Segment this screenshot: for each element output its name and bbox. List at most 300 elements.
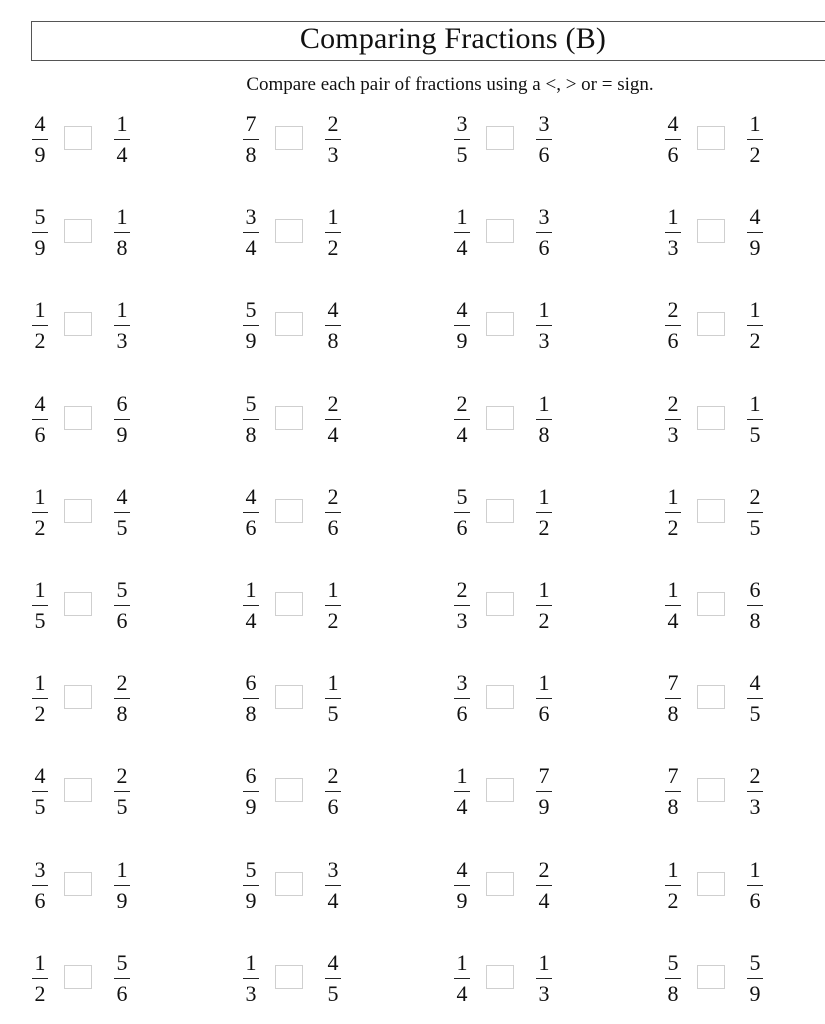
answer-box[interactable] <box>697 778 725 802</box>
answer-box[interactable] <box>64 406 92 430</box>
numerator: 3 <box>245 204 257 229</box>
right-fraction <box>111 296 133 355</box>
numerator: 2 <box>749 484 761 509</box>
denominator: 8 <box>245 142 257 167</box>
numerator: 1 <box>116 204 128 229</box>
left-fraction <box>240 390 262 449</box>
numerator: 4 <box>245 484 257 509</box>
fraction-bar <box>32 605 48 606</box>
numerator: 4 <box>116 484 128 509</box>
denominator: 6 <box>667 328 679 353</box>
right-fraction <box>533 203 555 262</box>
denominator: 9 <box>34 235 46 260</box>
fraction-bar <box>454 232 470 233</box>
answer-box[interactable] <box>64 778 92 802</box>
left-fraction <box>662 949 684 1008</box>
numerator: 1 <box>667 204 679 229</box>
numerator: 3 <box>456 111 468 136</box>
numerator: 1 <box>667 577 679 602</box>
right-fraction <box>322 576 344 635</box>
denominator: 5 <box>456 142 468 167</box>
numerator: 1 <box>538 391 550 416</box>
denominator: 3 <box>327 142 339 167</box>
numerator: 7 <box>667 763 679 788</box>
right-fraction <box>744 762 766 821</box>
comparison-problem <box>240 390 370 452</box>
numerator: 1 <box>116 857 128 882</box>
denominator: 6 <box>116 608 128 633</box>
left-fraction <box>29 203 51 262</box>
denominator: 4 <box>456 235 468 260</box>
right-fraction <box>322 483 344 542</box>
fraction-bar <box>114 885 130 886</box>
numerator: 2 <box>538 857 550 882</box>
numerator: 5 <box>456 484 468 509</box>
numerator: 4 <box>327 297 339 322</box>
right-fraction <box>533 949 555 1008</box>
comparison-problem <box>451 390 581 452</box>
comparison-problem <box>29 203 159 265</box>
right-fraction <box>744 669 766 728</box>
comparison-problem <box>662 576 792 638</box>
left-fraction <box>240 762 262 821</box>
instructions-text: Compare each pair of fractions using a <, > or = sign. <box>246 74 654 95</box>
numerator: 2 <box>116 763 128 788</box>
fraction-bar <box>454 978 470 979</box>
fraction-bar <box>243 885 259 886</box>
right-fraction <box>322 669 344 728</box>
comparison-problem <box>662 110 792 172</box>
fraction-bar <box>747 605 763 606</box>
right-fraction <box>111 949 133 1008</box>
fraction-bar <box>536 232 552 233</box>
left-fraction <box>240 669 262 728</box>
denominator: 8 <box>116 701 128 726</box>
denominator: 4 <box>456 981 468 1006</box>
right-fraction <box>744 483 766 542</box>
fraction-bar <box>747 698 763 699</box>
numerator: 4 <box>456 297 468 322</box>
left-fraction <box>29 762 51 821</box>
left-fraction <box>29 483 51 542</box>
right-fraction <box>322 110 344 169</box>
numerator: 1 <box>34 670 46 695</box>
numerator: 7 <box>245 111 257 136</box>
right-fraction <box>111 110 133 169</box>
numerator: 5 <box>667 950 679 975</box>
denominator: 8 <box>749 608 761 633</box>
fraction-bar <box>243 512 259 513</box>
answer-box[interactable] <box>275 872 303 896</box>
denominator: 5 <box>327 981 339 1006</box>
fraction-bar <box>325 419 341 420</box>
comparison-problem <box>451 856 581 918</box>
denominator: 2 <box>749 142 761 167</box>
fraction-bar <box>325 325 341 326</box>
answer-box[interactable] <box>486 406 514 430</box>
answer-box[interactable] <box>275 778 303 802</box>
denominator: 6 <box>456 515 468 540</box>
left-fraction <box>451 296 473 355</box>
answer-box[interactable] <box>64 685 92 709</box>
left-fraction <box>29 856 51 915</box>
fraction-bar <box>454 139 470 140</box>
numerator: 1 <box>667 857 679 882</box>
comparison-problem <box>29 483 159 545</box>
fraction-bar <box>114 512 130 513</box>
denominator: 8 <box>667 701 679 726</box>
numerator: 1 <box>34 297 46 322</box>
fraction-bar <box>325 885 341 886</box>
answer-box[interactable] <box>275 406 303 430</box>
numerator: 1 <box>34 577 46 602</box>
answer-box[interactable] <box>64 312 92 336</box>
comparison-problem <box>240 856 370 918</box>
fraction-bar <box>536 978 552 979</box>
answer-box[interactable] <box>697 592 725 616</box>
numerator: 2 <box>327 391 339 416</box>
numerator: 1 <box>749 297 761 322</box>
answer-box[interactable] <box>64 592 92 616</box>
denominator: 9 <box>245 794 257 819</box>
numerator: 1 <box>538 297 550 322</box>
fraction-bar <box>325 698 341 699</box>
fraction-bar <box>325 978 341 979</box>
right-fraction <box>111 390 133 449</box>
fraction-bar <box>114 791 130 792</box>
answer-box[interactable] <box>275 499 303 523</box>
comparison-problem <box>662 669 792 731</box>
comparison-problem <box>451 762 581 824</box>
numerator: 4 <box>34 391 46 416</box>
answer-box[interactable] <box>64 965 92 989</box>
denominator: 3 <box>538 981 550 1006</box>
numerator: 1 <box>116 111 128 136</box>
numerator: 2 <box>327 111 339 136</box>
comparison-problem <box>240 203 370 265</box>
numerator: 2 <box>749 763 761 788</box>
denominator: 6 <box>34 422 46 447</box>
left-fraction <box>451 110 473 169</box>
right-fraction <box>533 110 555 169</box>
denominator: 4 <box>327 422 339 447</box>
denominator: 3 <box>538 328 550 353</box>
fraction-bar <box>536 791 552 792</box>
fraction-bar <box>536 605 552 606</box>
right-fraction <box>744 856 766 915</box>
left-fraction <box>240 203 262 262</box>
denominator: 3 <box>667 422 679 447</box>
denominator: 6 <box>749 888 761 913</box>
denominator: 2 <box>34 701 46 726</box>
numerator: 5 <box>245 391 257 416</box>
numerator: 3 <box>34 857 46 882</box>
fraction-bar <box>454 791 470 792</box>
answer-box[interactable] <box>275 126 303 150</box>
comparison-problem <box>29 576 159 638</box>
fraction-bar <box>325 139 341 140</box>
denominator: 6 <box>538 142 550 167</box>
right-fraction <box>322 856 344 915</box>
right-fraction <box>111 856 133 915</box>
fraction-bar <box>536 698 552 699</box>
numerator: 6 <box>749 577 761 602</box>
denominator: 9 <box>749 981 761 1006</box>
fraction-bar <box>243 232 259 233</box>
right-fraction <box>322 203 344 262</box>
numerator: 1 <box>327 204 339 229</box>
denominator: 6 <box>34 888 46 913</box>
fraction-bar <box>114 698 130 699</box>
fraction-bar <box>32 885 48 886</box>
answer-box[interactable] <box>275 685 303 709</box>
right-fraction <box>111 576 133 635</box>
comparison-problem <box>240 669 370 731</box>
denominator: 4 <box>538 888 550 913</box>
left-fraction <box>240 483 262 542</box>
answer-box[interactable] <box>697 406 725 430</box>
comparison-problem <box>240 483 370 545</box>
right-fraction <box>744 949 766 1008</box>
denominator: 8 <box>327 328 339 353</box>
numerator: 1 <box>116 297 128 322</box>
fraction-bar <box>665 605 681 606</box>
denominator: 8 <box>667 981 679 1006</box>
numerator: 7 <box>538 763 550 788</box>
right-fraction <box>322 296 344 355</box>
numerator: 1 <box>327 670 339 695</box>
fraction-bar <box>114 978 130 979</box>
numerator: 4 <box>34 111 46 136</box>
denominator: 4 <box>245 608 257 633</box>
denominator: 2 <box>749 328 761 353</box>
fraction-bar <box>32 698 48 699</box>
answer-box[interactable] <box>486 592 514 616</box>
fraction-bar <box>243 139 259 140</box>
numerator: 1 <box>538 670 550 695</box>
fraction-bar <box>665 698 681 699</box>
answer-box[interactable] <box>697 965 725 989</box>
right-fraction <box>744 576 766 635</box>
comparison-problem <box>29 669 159 731</box>
left-fraction <box>29 390 51 449</box>
denominator: 4 <box>116 142 128 167</box>
numerator: 1 <box>456 204 468 229</box>
numerator: 5 <box>749 950 761 975</box>
fraction-bar <box>243 325 259 326</box>
left-fraction <box>662 483 684 542</box>
denominator: 4 <box>245 235 257 260</box>
right-fraction <box>744 390 766 449</box>
right-fraction <box>533 296 555 355</box>
left-fraction <box>662 762 684 821</box>
answer-box[interactable] <box>486 499 514 523</box>
comparison-problem <box>240 949 370 1011</box>
fraction-bar <box>665 512 681 513</box>
left-fraction <box>451 203 473 262</box>
left-fraction <box>451 669 473 728</box>
numerator: 1 <box>34 484 46 509</box>
left-fraction <box>451 949 473 1008</box>
numerator: 1 <box>749 111 761 136</box>
denominator: 9 <box>116 422 128 447</box>
fraction-bar <box>665 139 681 140</box>
denominator: 5 <box>749 701 761 726</box>
denominator: 3 <box>749 794 761 819</box>
comparison-problem <box>29 296 159 358</box>
left-fraction <box>240 110 262 169</box>
fraction-bar <box>454 698 470 699</box>
fraction-bar <box>243 698 259 699</box>
left-fraction <box>662 390 684 449</box>
fraction-bar <box>243 978 259 979</box>
answer-box[interactable] <box>64 872 92 896</box>
fraction-bar <box>747 791 763 792</box>
denominator: 2 <box>34 981 46 1006</box>
numerator: 5 <box>116 577 128 602</box>
numerator: 5 <box>245 857 257 882</box>
denominator: 9 <box>456 888 468 913</box>
denominator: 2 <box>327 608 339 633</box>
right-fraction <box>744 296 766 355</box>
fraction-bar <box>665 419 681 420</box>
answer-box[interactable] <box>486 872 514 896</box>
fraction-bar <box>114 325 130 326</box>
right-fraction <box>322 762 344 821</box>
numerator: 6 <box>245 763 257 788</box>
fraction-bar <box>32 791 48 792</box>
fraction-bar <box>114 232 130 233</box>
right-fraction <box>533 762 555 821</box>
comparison-problem <box>240 576 370 638</box>
numerator: 1 <box>538 484 550 509</box>
comparison-problem <box>662 390 792 452</box>
denominator: 6 <box>538 235 550 260</box>
fraction-bar <box>665 325 681 326</box>
right-fraction <box>533 856 555 915</box>
right-fraction <box>111 203 133 262</box>
answer-box[interactable] <box>697 872 725 896</box>
denominator: 2 <box>327 235 339 260</box>
denominator: 5 <box>34 608 46 633</box>
comparison-problem <box>451 669 581 731</box>
fraction-bar <box>243 419 259 420</box>
fraction-bar <box>454 419 470 420</box>
answer-box[interactable] <box>697 312 725 336</box>
left-fraction <box>29 296 51 355</box>
denominator: 3 <box>245 981 257 1006</box>
answer-box[interactable] <box>64 499 92 523</box>
answer-box[interactable] <box>64 126 92 150</box>
numerator: 1 <box>456 950 468 975</box>
answer-box[interactable] <box>486 778 514 802</box>
numerator: 4 <box>749 670 761 695</box>
answer-box[interactable] <box>697 219 725 243</box>
fraction-bar <box>454 885 470 886</box>
left-fraction <box>451 390 473 449</box>
answer-box[interactable] <box>697 685 725 709</box>
numerator: 1 <box>667 484 679 509</box>
numerator: 2 <box>327 763 339 788</box>
denominator: 9 <box>34 142 46 167</box>
answer-box[interactable] <box>486 312 514 336</box>
fraction-bar <box>325 512 341 513</box>
numerator: 2 <box>327 484 339 509</box>
denominator: 2 <box>538 515 550 540</box>
fraction-bar <box>747 512 763 513</box>
denominator: 9 <box>245 888 257 913</box>
denominator: 4 <box>456 422 468 447</box>
numerator: 4 <box>456 857 468 882</box>
denominator: 5 <box>116 794 128 819</box>
denominator: 3 <box>116 328 128 353</box>
fraction-bar <box>747 325 763 326</box>
page-title: Comparing Fractions (B) <box>299 22 607 55</box>
comparison-problem <box>29 856 159 918</box>
answer-box[interactable] <box>486 126 514 150</box>
fraction-bar <box>665 232 681 233</box>
fraction-bar <box>536 885 552 886</box>
answer-box[interactable] <box>275 965 303 989</box>
numerator: 1 <box>245 577 257 602</box>
left-fraction <box>662 296 684 355</box>
fraction-bar <box>325 605 341 606</box>
answer-box[interactable] <box>697 126 725 150</box>
fraction-bar <box>747 139 763 140</box>
fraction-bar <box>665 791 681 792</box>
comparison-problem <box>662 856 792 918</box>
denominator: 4 <box>456 794 468 819</box>
left-fraction <box>451 762 473 821</box>
denominator: 9 <box>538 794 550 819</box>
fraction-bar <box>454 512 470 513</box>
denominator: 2 <box>34 515 46 540</box>
left-fraction <box>240 576 262 635</box>
fraction-bar <box>536 419 552 420</box>
fraction-bar <box>325 791 341 792</box>
comparison-problem <box>662 949 792 1011</box>
right-fraction <box>533 390 555 449</box>
answer-box[interactable] <box>275 312 303 336</box>
fraction-bar <box>243 605 259 606</box>
denominator: 9 <box>116 888 128 913</box>
denominator: 2 <box>538 608 550 633</box>
comparison-problem <box>29 110 159 172</box>
right-fraction <box>111 762 133 821</box>
answer-box[interactable] <box>486 965 514 989</box>
answer-box[interactable] <box>697 499 725 523</box>
left-fraction <box>240 296 262 355</box>
answer-box[interactable] <box>486 219 514 243</box>
numerator: 1 <box>538 950 550 975</box>
comparison-problem <box>29 390 159 452</box>
answer-box[interactable] <box>275 592 303 616</box>
fraction-bar <box>32 139 48 140</box>
right-fraction <box>533 669 555 728</box>
comparison-problem <box>29 949 159 1011</box>
left-fraction <box>451 483 473 542</box>
comparison-problem <box>240 110 370 172</box>
denominator: 2 <box>34 328 46 353</box>
comparison-problem <box>451 483 581 545</box>
answer-box[interactable] <box>64 219 92 243</box>
denominator: 6 <box>538 701 550 726</box>
denominator: 4 <box>667 608 679 633</box>
left-fraction <box>662 669 684 728</box>
numerator: 5 <box>116 950 128 975</box>
answer-box[interactable] <box>486 685 514 709</box>
answer-box[interactable] <box>275 219 303 243</box>
